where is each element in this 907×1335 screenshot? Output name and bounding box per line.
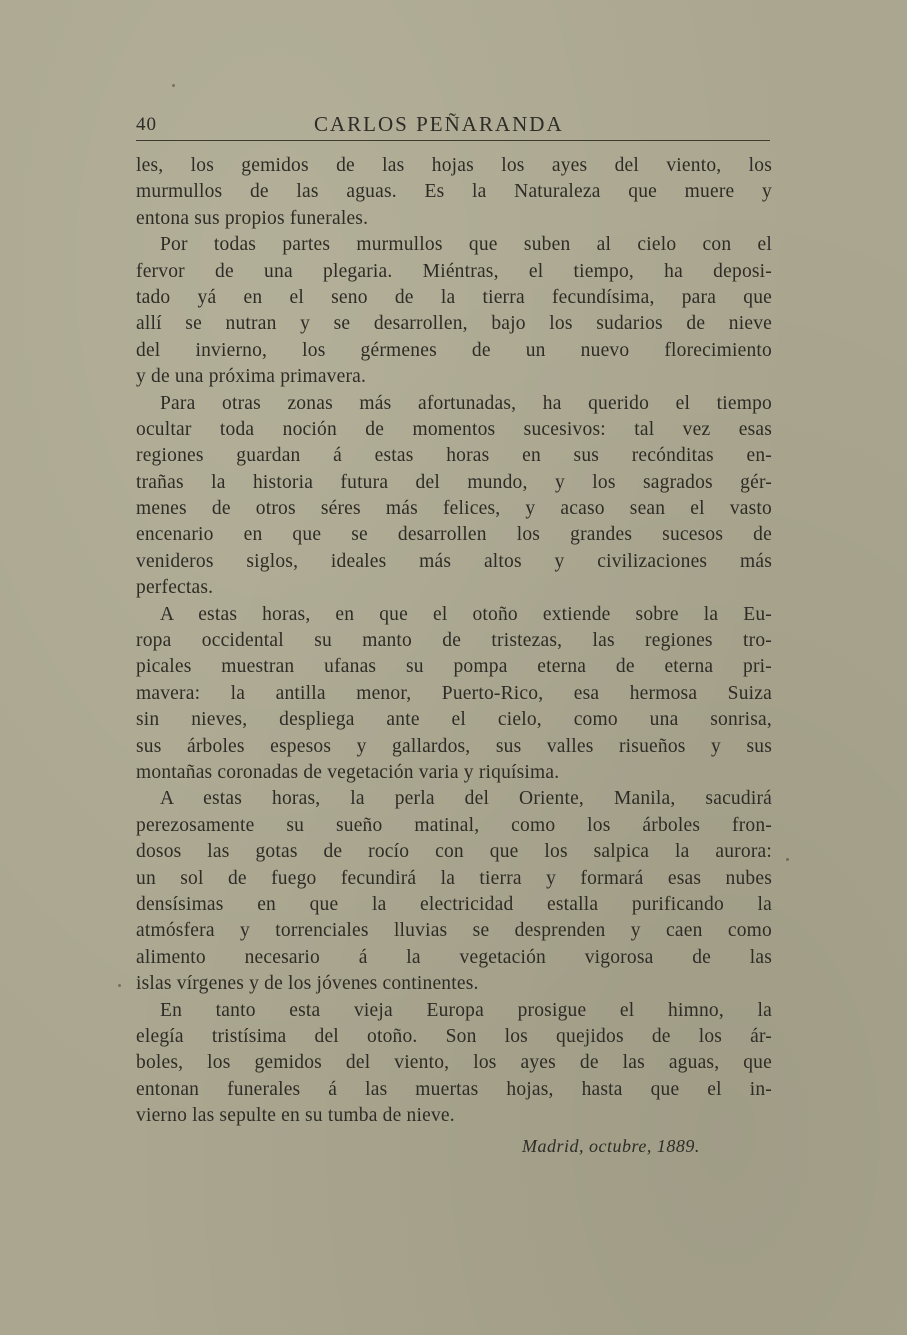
text-line: ropa occidental su manto de tristezas, las regiones tro- (136, 630, 772, 652)
page-header (136, 108, 770, 138)
text-line: del invierno, los gérmenes de un nuevo florecimiento (136, 339, 772, 361)
text-line: entonan funerales á las muertas hojas, hasta que el in- (136, 1078, 772, 1100)
text-line: montañas coronadas de vegetación varia y riquísima. (136, 761, 560, 783)
text-line: A estas horas, la perla del Oriente, Manila, sacudirá (160, 788, 772, 810)
text-line: regiones guardan á estas horas en sus recónditas en- (136, 445, 772, 467)
text-line: murmullos de las aguas. Es la Naturaleza que muere y (136, 181, 772, 203)
text-line: ocultar toda noción de momentos sucesivos: tal vez esas (136, 418, 772, 440)
text-line: En tanto esta vieja Europa prosigue el himno, la (160, 999, 772, 1021)
text-line: alimento necesario á la vegetación vigorosa de las (136, 946, 772, 968)
text-line: boles, los gemidos del viento, los ayes de las aguas, que (136, 1052, 772, 1074)
paper-speck (172, 84, 175, 87)
text-line: atmósfera y torrenciales lluvias se desprenden y caen como (136, 920, 772, 942)
text-line: les, los gemidos de las hojas los ayes del viento, los (136, 155, 772, 176)
text-line: trañas la historia futura del mundo, y los sagrados gér- (136, 471, 772, 493)
text-line: y de una próxima primavera. (136, 366, 367, 388)
paper-speck (118, 984, 121, 987)
text-line: venideros siglos, ideales más altos y civilizaciones más (136, 550, 772, 572)
text-line: picales muestran ufanas su pompa eterna de eterna pri- (136, 656, 772, 678)
text-line: perfectas. (136, 577, 214, 599)
paper-speck (786, 858, 789, 861)
text-line: sus árboles espesos y gallardos, sus valles risueños y sus (136, 735, 772, 757)
text-line: elegía tristísima del otoño. Son los quejidos de los ár- (136, 1025, 772, 1047)
text-line: mavera: la antilla menor, Puerto-Rico, esa hermosa Suiza (136, 682, 772, 704)
text-line: perezosamente su sueño matinal, como los árboles fron- (136, 814, 772, 836)
text-line: fervor de una plegaria. Miéntras, el tiempo, ha deposi- (136, 260, 772, 282)
text-line: entona sus propios funerales. (136, 207, 369, 229)
text-line: densísimas en que la electricidad estalla purificando la (136, 893, 772, 915)
header-rule (136, 140, 770, 141)
text-line: dosos las gotas de rocío con que los salpica la aurora: (136, 841, 772, 863)
text-line: menes de otros séres más felices, y acaso sean el vasto (136, 498, 772, 520)
text-line: un sol de fuego fecundirá la tierra y formará esas nubes (136, 867, 772, 889)
running-head: CARLOS PEÑARANDA (314, 112, 564, 136)
text-line: vierno las sepulte en su tumba de nieve. (136, 1105, 455, 1127)
text-line: tado yá en el seno de la tierra fecundísima, para que (136, 286, 772, 308)
text-line: encenario en que se desarrollen los grandes sucesos de (136, 524, 772, 546)
dateline: Madrid, octubre, 1889. (522, 1136, 700, 1156)
text-line: islas vírgenes y de los jóvenes continentes. (136, 973, 479, 995)
text-line: allí se nutran y se desarrollen, bajo los sudarios de nieve (136, 313, 772, 335)
text-line: sin nieves, despliega ante el cielo, como una sonrisa, (136, 709, 772, 731)
text-line: Para otras zonas más afortunadas, ha querido el tiempo (160, 392, 772, 414)
text-line: Por todas partes murmullos que suben al cielo con el (160, 234, 772, 256)
page-number: 40 (136, 114, 157, 135)
text-line: A estas horas, en que el otoño extiende sobre la Eu- (160, 603, 772, 625)
body-text (136, 153, 772, 1129)
